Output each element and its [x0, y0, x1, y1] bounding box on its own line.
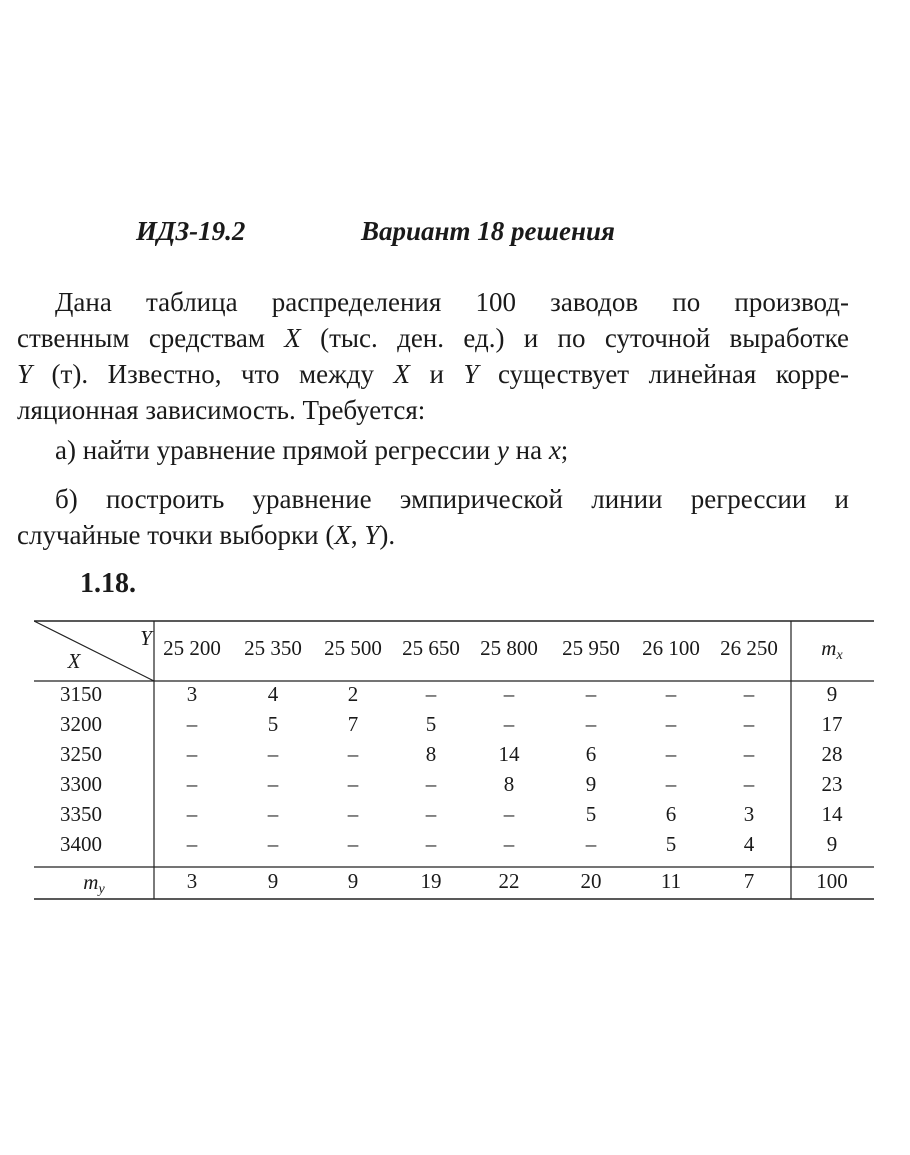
mx-value: 9 — [826, 832, 838, 856]
table-cell: – — [665, 712, 677, 736]
my-value: 20 — [580, 869, 602, 893]
table-cell: 5 — [425, 712, 437, 736]
y-value-header: 25 800 — [480, 636, 538, 660]
table-cell: – — [186, 832, 198, 856]
table-cell: 8 — [425, 742, 437, 766]
table-cell: 5 — [665, 832, 677, 856]
my-value: 19 — [420, 869, 442, 893]
x-value-label: 3200 — [60, 712, 102, 736]
variable-symbol: Y — [17, 359, 33, 389]
my-value: 3 — [186, 869, 198, 893]
table-cell: – — [503, 682, 515, 706]
assignment-code: ИДЗ-19.2 — [136, 216, 246, 246]
table-cell: – — [425, 832, 437, 856]
table-cell: – — [503, 802, 515, 826]
variable-symbol: X — [334, 520, 351, 550]
variable-symbol: X — [284, 323, 301, 353]
y-value-header: 25 650 — [402, 636, 460, 660]
table-cell: – — [585, 832, 597, 856]
table-cell: – — [585, 712, 597, 736]
y-value-header: 26 250 — [720, 636, 778, 660]
variable-symbol: x — [548, 435, 561, 465]
table-cell: – — [425, 802, 437, 826]
table-cell: 8 — [503, 772, 515, 796]
y-value-header: 25 350 — [244, 636, 302, 660]
table-cell: 5 — [267, 712, 279, 736]
table-cell: – — [347, 772, 359, 796]
mx-header: $m_x$ — [821, 636, 843, 663]
x-value-label: 3400 — [60, 832, 102, 856]
heading — [0, 216, 910, 252]
table-cell: – — [186, 712, 198, 736]
y-value-header: 25 500 — [324, 636, 382, 660]
problem-statement — [17, 284, 849, 428]
table-cell: – — [743, 772, 755, 796]
mx-value: 17 — [821, 712, 843, 736]
table-cell: 5 — [585, 802, 597, 826]
variable-symbol: y — [496, 435, 509, 465]
table-cell: – — [267, 772, 279, 796]
table-cell: – — [665, 742, 677, 766]
problem-number: 1.18. — [80, 568, 136, 599]
x-value-label: 3250 — [60, 742, 102, 766]
table-cell: – — [347, 832, 359, 856]
task-b-line: б) построить уравнение эмпирической линии регрессии и — [55, 484, 849, 514]
table-cell: – — [347, 802, 359, 826]
table-cell: 9 — [585, 772, 597, 796]
mx-value: 28 — [821, 742, 843, 766]
table-cell: – — [267, 832, 279, 856]
table-cell: – — [267, 742, 279, 766]
my-label: $m_y$ — [83, 870, 105, 897]
y-value-header: 25 950 — [562, 636, 620, 660]
task-b-line: случайные точки выборки (X, Y). — [17, 520, 396, 550]
my-value: 22 — [498, 869, 520, 893]
table-cell: – — [425, 772, 437, 796]
my-value: 9 — [347, 869, 359, 893]
table-cell: – — [503, 712, 515, 736]
table-cell: – — [267, 802, 279, 826]
variable-symbol: X — [393, 359, 410, 389]
table-cell: 3 — [186, 682, 198, 706]
table-cell: 3 — [743, 802, 755, 826]
task-a — [17, 432, 849, 468]
table-cell: – — [743, 682, 755, 706]
x-value-label: 3300 — [60, 772, 102, 796]
table-cell: – — [743, 742, 755, 766]
table-cell: – — [347, 742, 359, 766]
y-value-header: 25 200 — [163, 636, 221, 660]
table-cell: – — [186, 772, 198, 796]
table-cell: – — [186, 742, 198, 766]
statement-line: Y (т). Известно, что между X и Y существует линейная корре- — [17, 359, 849, 389]
table-cell: 2 — [347, 682, 359, 706]
x-value-label: 3150 — [60, 682, 102, 706]
table-cell: 6 — [585, 742, 597, 766]
my-value: 9 — [267, 869, 279, 893]
table-cell: 4 — [267, 682, 279, 706]
table-cell: 6 — [665, 802, 677, 826]
table-cell: 4 — [743, 832, 755, 856]
table-cell: 14 — [498, 742, 520, 766]
y-value-header: 26 100 — [642, 636, 700, 660]
x-value-label: 3350 — [60, 802, 102, 826]
table-cell: – — [503, 832, 515, 856]
table-cell: – — [585, 682, 597, 706]
statement-line: ляционная зависимость. Требуется: — [17, 395, 426, 425]
table-cell: – — [743, 712, 755, 736]
statement-line: Дана таблица распределения 100 заводов по производ- — [55, 287, 849, 317]
table-cell: 7 — [347, 712, 359, 736]
table-cell: – — [665, 772, 677, 796]
statement-line: ственным средствам X (тыс. ден. ед.) и по суточной выработке — [17, 323, 849, 353]
total-value: 100 — [816, 869, 848, 893]
corner-x-label: X — [67, 649, 81, 673]
mx-value: 14 — [821, 802, 843, 826]
mx-value: 23 — [821, 772, 843, 796]
variable-symbol: Y — [463, 359, 479, 389]
mx-value: 9 — [826, 682, 838, 706]
correlation-table — [34, 620, 874, 900]
my-value: 7 — [743, 869, 755, 893]
variable-symbol: Y — [364, 520, 380, 550]
table-cell: – — [665, 682, 677, 706]
task-a-line: а) найти уравнение прямой регрессии y на x; — [55, 435, 569, 465]
variant-title: Вариант 18 решения — [361, 216, 615, 246]
my-value: 11 — [660, 869, 682, 893]
task-b — [17, 481, 849, 553]
table-cell: – — [186, 802, 198, 826]
table-cell: – — [425, 682, 437, 706]
corner-y-label: Y — [140, 626, 152, 650]
